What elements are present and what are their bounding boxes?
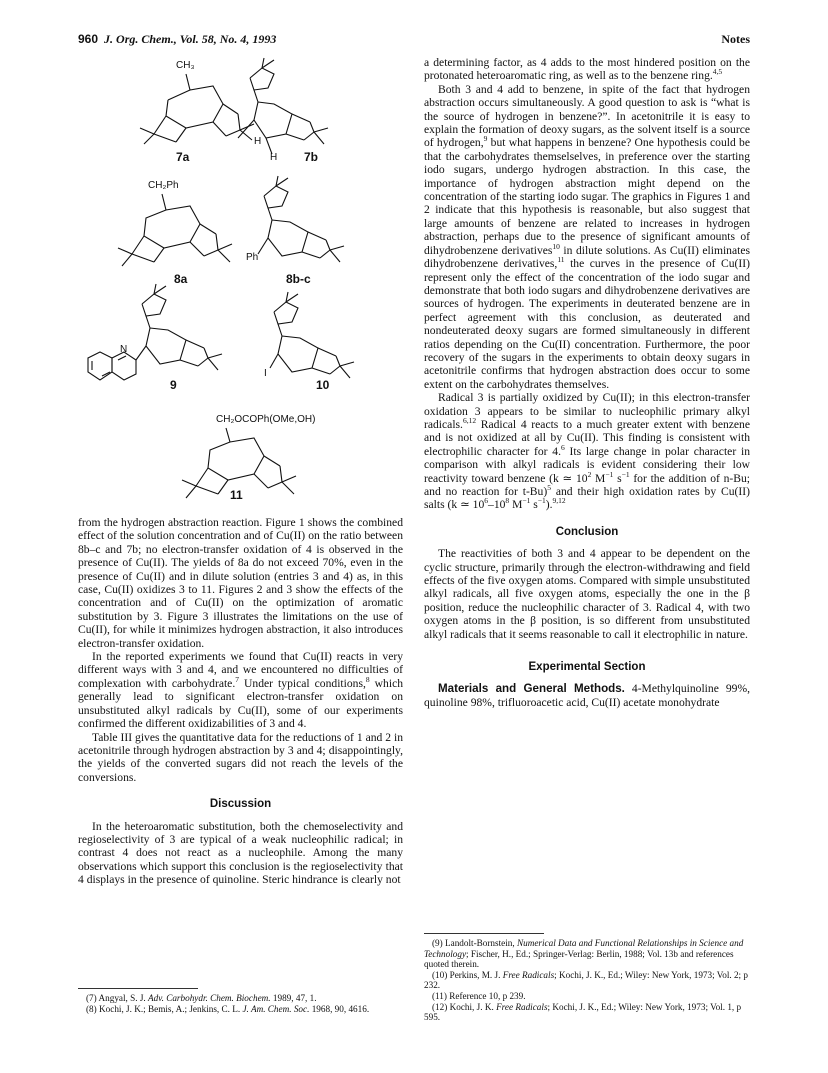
structure-10 [270,292,354,378]
footnote-10: (10) Perkins, M. J. Free Radicals; Kochi, J. K., Ed.; Wiley: New York, 1973; Vol. 2; p 232. [424,969,749,991]
footnotes-left [78,993,403,1014]
hydrogen-label-2: H [270,152,278,163]
section-name: Notes [721,32,750,46]
structure-8a [118,194,232,266]
experimental-heading: Experimental Section [528,661,646,674]
right-paragraph-5: Materials and General Methods. 4-Methylquinoline 99%, quinoline 98%, trifluoroacetic acid, Cu(II) acetate monohydrate [424,682,750,709]
chemical-structures-figure [78,56,403,510]
footnote-7: (7) Angyal, S. J. Adv. Carbohydr. Chem. Biochem. 1989, 47, 1. [86,993,317,1003]
iodine-label: I [264,368,267,379]
footnote-rule-left [78,988,198,989]
materials-runin-heading: Materials and General Methods. [438,682,625,696]
left-paragraph-1: from the hydrogen abstraction reaction. Figure 1 shows the combined effect of the solution concentration and of Cu(II) on the ratio between 8b–c and 7b; no electron-transfer oxidation of 4 is observed in the presence of Cu(II). The yields of 8a do not exceed 70%, even in the presence of Cu(II) and in dilute solution (entries 3 and 4) as, in this case, Cu(II) oxidizes 3 to 11. Figures 2 and 3 show the effects of the concentration and of Cu(II) on the optimization of aromatic substitution by 3. Figure 3 illustrates the limitations on the use of Cu(II), for while it minimizes hydrogen abstraction, it also introduces electron-transfer oxidation. [78,516,403,650]
footnote-12: (12) Kochi, J. K. Free Radicals; Kochi, J. K., Ed.; Wiley: New York, 1973; Vol. 1, p 595. [424,1001,742,1023]
structure-8bc [258,176,344,262]
compound-label-8a: 8a [174,272,188,286]
substituent-8bc: Ph [246,252,259,263]
page-number: 960 [78,32,99,46]
compound-label-8bc: 8b-c [286,272,311,286]
structures-drawing [78,56,403,510]
footnote-11: (11) Reference 10, p 239. [432,990,526,1001]
compound-label-10: 10 [316,378,330,392]
right-paragraph-4: The reactivities of both 3 and 4 appear to be dependent on the cyclic structure, primarily through the electron-withdrawing and field effects of the five oxygen atoms. Compared with simple unsubstituted alkyl radicals, all five oxygen atoms, especially the one in the β position, reduce the nucleophilic character of 3. Radical 4, with two oxygen atoms in the β position, is so different from unsubstituted alkyl radicals that it seems reasonable to call it electrophilic in nature. [424,547,750,641]
hydrogen-label-1: H [254,136,262,147]
right-paragraph-3: Radical 3 is partially oxidized by Cu(II); in this electron-transfer oxidation 3 appears to be similar to nucleophilic primary alkyl radicals.$^{6,12}$ Radical 4 reacts to a much greater extent with benzene and is not oxidized at all by Cu(II). This finding is consistent with electrophilic character for 4.$^6$ Its large change in polar character in comparison with alkyl radicals is evident considering their low reactivity toward benzene (k ≃ $10^2$ $M^{-1}$ $s^{-1}$ for the addition of n-Bu; and no reaction for t-Bu)$^5$ and their high oxidation rates by Cu(II) salts (k ≃ $10^6-10^8$ $M^{-1}$ $s^{-1}).^{9,12}$ [424,391,750,512]
footnote-rule-right [424,933,544,934]
discussion-heading: Discussion [209,798,272,811]
footnote-9: (9) Landolt-Bornstein, Numerical Data and Functional Relationships in Science and Technology; Fischer, H., Ed.; Springer-Verlag: Berlin, 1988; Vol. 13b and references quoted therein. [424,938,744,970]
conclusion-heading: Conclusion [555,525,619,538]
substituent-7a: CH₃ [176,60,195,71]
quinoline-nitrogen: N [120,344,128,355]
substituent-8a: CH₂Ph [148,180,179,191]
right-paragraph-1: a determining factor, as 4 adds to the most hindered position on the protonated heteroaromatic ring, as well as to the benzene ring.$^{4,5}$ [424,56,750,83]
right-column [424,56,750,709]
compound-label-11: 11 [230,488,243,502]
compound-label-9: 9 [170,378,177,392]
journal-citation: J. Org. Chem., Vol. 58, No. 4, 1993 [104,32,277,46]
compound-label-7a: 7a [176,150,190,164]
header-left [78,32,276,47]
structure-7a [140,74,254,144]
left-paragraph-3: Table III gives the quantitative data for the reductions of 1 and 2 in acetonitrile through hydrogen abstraction by 3 and 4; disappointingly, the yields of the converted sugars did not reach the levels of the conversions. [78,730,403,784]
left-paragraph-4: In the heteroaromatic substitution, both the chemoselectivity and regioselectivity of 3 are typical of a weak nucleophilic radical; in contrast 4 does not react as a nucleophile. Among the many observations which support this conclusion is the regioselectivity that 4 displays in the presence of quinoline. Steric hindrance is clearly not [78,819,403,887]
substituent-11: CH₂OCOPh(OMe,OH) [216,414,316,425]
footnotes-right [424,938,750,1023]
structure-9 [88,284,222,380]
right-paragraph-2: Both 3 and 4 add to benzene, in spite of the fact that hydrogen abstraction occurs simultaneously. A good question to ask is “what is the source of hydrogen in benzene?”. In acetonitrile it is easy to explain the formation of deoxy sugars, as the solvent itself is a source of hydrogen,$^9$ but what happens in benzene? One hypothesis could be that the carbohydrates themselselves, in preference over the starting iodo sugars, undergo hydrogen abstraction. In this case, the importance of hydrogen abstraction might depend on the concentration of the starting iodo sugar. The graphics in Figures 1 and 2 indicate that this hypothesis is reasonable, but also suggest that large amounts of benzene are related to increases in hydrogen abstraction, perhaps due to the presence of significant amounts of dihydrobenzene derivatives$^{10}$ in dilute solutions. As Cu(II) eliminates dihydrobenzene derivatives,$^{11}$ the curves in the presence of Cu(II) represent only the effect of the concentration of the iodo sugar and demonstrate that both iodo sugars and dihydrobenzene derivatives are sources of hydrogen. The experiments in deuterated benzene are in perfect agreement with this conclusion, as deuterated and nondeuterated deoxy sugars are formed simultaneously in different ratios depending on the Cu(II) concentration. Furthermore, the poor recovery of the sugars in the experiments to obtain deoxy sugars in acetonitrile confirms that hydrogen abstraction does occur to some extent on the carbohydrates themselves. [424,82,751,391]
left-paragraph-2: In the reported experiments we found that Cu(II) reacts in very different ways with 3 and 4, and we encountered no difficulties of complexation with carbohydrate.$^7$ Under typical conditions,$^8$ which generally lead to significant electron-transfer oxidation on unsubstituted alkyl radicals by Cu(II), some of our experiments confirmed the different oxidizabilities of 3 and 4. [78,650,404,731]
left-column [78,516,403,887]
footnote-8: (8) Kochi, J. K.; Bemis, A.; Jenkins, C. L. J. Am. Chem. Soc. 1968, 90, 4616. [86,1003,370,1014]
compound-label-7b: 7b [304,150,319,164]
